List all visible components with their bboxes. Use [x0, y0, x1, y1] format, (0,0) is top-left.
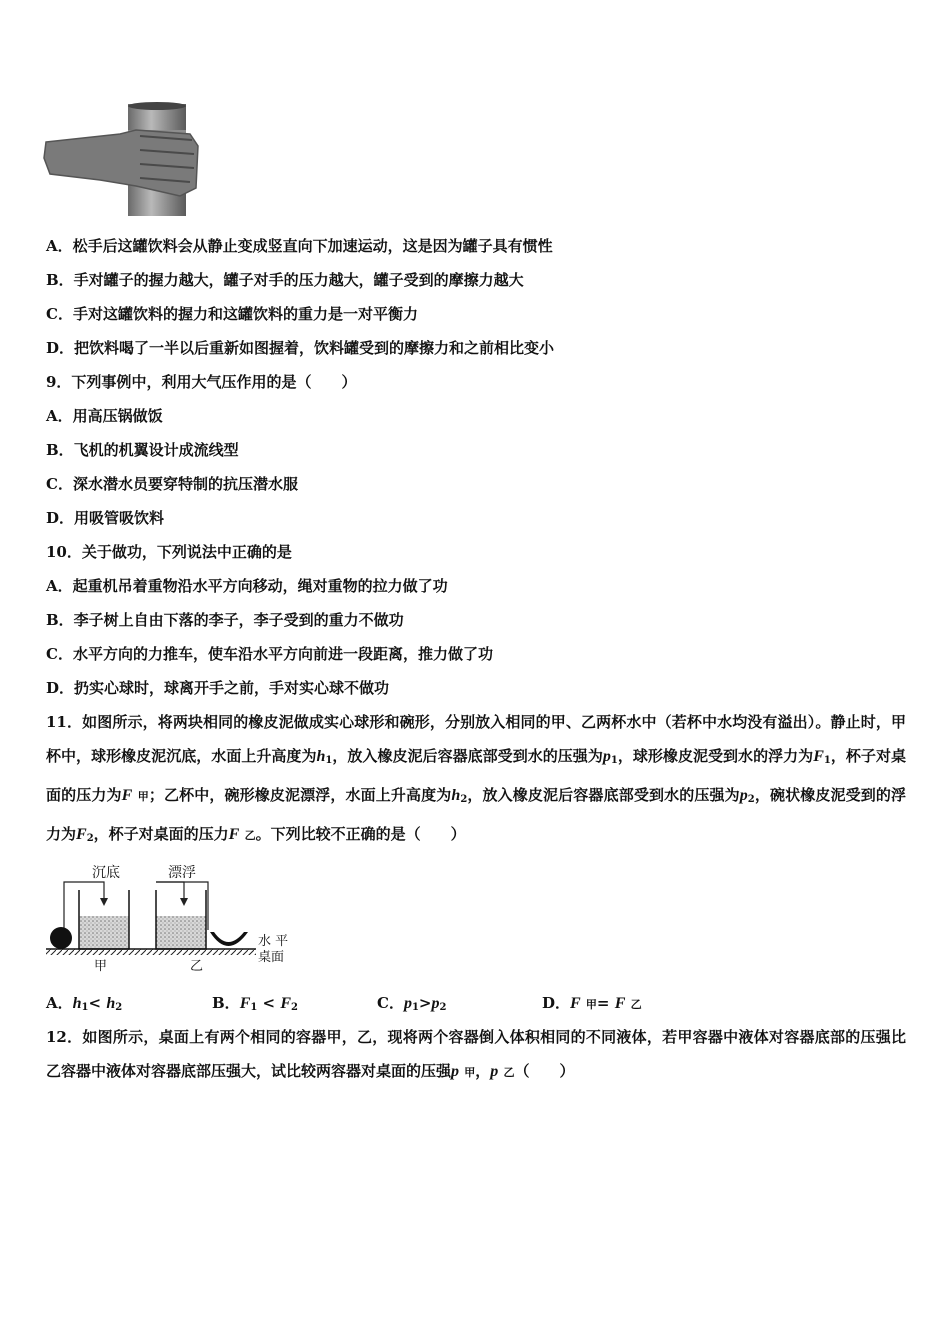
- q11-sub-1b: 1: [610, 755, 618, 766]
- q11-od-F2: F: [614, 995, 626, 1012]
- q11-ob-F1: F: [239, 995, 251, 1012]
- q11-text-9: 。下列比较不正确的是（ ）: [255, 825, 466, 843]
- q11-text-2: ，放入橡皮泥后容器底部受到水的压强为: [332, 747, 603, 765]
- q11-text-7: ，碗状橡皮泥受到的浮力为: [46, 786, 906, 843]
- q11-ob-rel: <: [257, 994, 281, 1012]
- q11-stem: [46, 705, 906, 856]
- q11-option-a-prefix: A．: [46, 994, 73, 1012]
- arrow-float-head: [156, 882, 184, 902]
- q11-od-rel: =: [596, 994, 615, 1012]
- q11-option-b: [212, 993, 298, 1018]
- label-table-2: 桌面: [258, 950, 285, 965]
- q12-sub-jia: 甲: [464, 1066, 476, 1079]
- q11-sub-1: 1: [325, 755, 333, 766]
- q10-option-b: B．李子树上自由下落的李子，李子受到的重力不做功: [46, 611, 404, 629]
- arrow-sink-head: [100, 898, 108, 906]
- q11-text-1: 11．如图所示，将两块相同的橡皮泥做成实心球形和碗形，分别放入相同的甲、乙两杯水中（若杯中水均没有溢出）。静止时，甲杯中，球形橡皮泥沉底，水面上升高度为: [46, 713, 906, 765]
- q12-var-pjia: p: [451, 1063, 460, 1080]
- q11-sub-jia: 甲: [137, 790, 149, 803]
- q11-oc-s1: 1: [411, 1002, 419, 1013]
- q12-text-2: （ ）: [514, 1062, 575, 1080]
- q10-stem: 10．关于做功，下列说法中正确的是: [46, 543, 292, 561]
- q11-oa-s1: 1: [81, 1002, 89, 1013]
- q11-text-3: ，球形橡皮泥受到水的浮力为: [617, 747, 814, 765]
- cup-yi-water: [156, 916, 206, 949]
- q11-option-a: [46, 993, 122, 1018]
- q11-var-h2: h: [451, 787, 461, 804]
- q9-option-c: C．深水潜水员要穿特制的抗压潜水服: [46, 475, 298, 493]
- q11-oc-p1: p: [403, 995, 412, 1012]
- q11-option-d: [542, 993, 642, 1015]
- q11-oa-s2: 2: [115, 1002, 123, 1013]
- label-table-1: 水 平: [258, 934, 289, 949]
- q11-od-jia: 甲: [585, 998, 597, 1011]
- q11-oc-p2: p: [431, 995, 440, 1012]
- q11-var-Fyi: F: [228, 826, 240, 843]
- q11-ob-s1: 1: [250, 1002, 258, 1013]
- q11-ob-F2: F: [280, 995, 292, 1012]
- q12-sep: ，: [475, 1062, 491, 1080]
- q11-oc-rel: >: [418, 994, 432, 1012]
- cup-jia-water: [79, 916, 129, 949]
- hand-can-photo: [40, 100, 205, 222]
- q10-option-c: C．水平方向的力推车，使车沿水平方向前进一段距离，推力做了功: [46, 645, 493, 663]
- arrow-float-head2: [180, 898, 188, 906]
- q11-oa-h2: h: [106, 995, 116, 1012]
- q11-text-5: ；乙杯中，碗形橡皮泥漂浮，水面上升高度为: [148, 786, 452, 804]
- q12-stem: [46, 1020, 906, 1090]
- q8-option-b: B．手对罐子的握力越大，罐子对手的压力越大，罐子受到的摩擦力越大: [46, 271, 524, 289]
- q11-sub-2: 2: [460, 794, 468, 805]
- label-cup-yi: 乙: [190, 959, 204, 974]
- q11-var-p1: p: [602, 748, 611, 765]
- q11-ob-s2: 2: [291, 1002, 298, 1013]
- q11-option-b-prefix: B．: [212, 994, 240, 1012]
- q9-option-a: A．用高压锅做饭: [46, 407, 163, 425]
- label-cup-jia: 甲: [94, 959, 108, 974]
- clay-ball: [50, 927, 72, 949]
- q11-figure: [44, 860, 294, 978]
- q11-var-F1: F: [813, 748, 824, 765]
- q9-option-d: D．用吸管吸饮料: [46, 509, 165, 527]
- q11-sub-1c: 1: [823, 755, 831, 766]
- q12-sub-yi: 乙: [503, 1066, 515, 1079]
- q12-var-pyi: p: [490, 1063, 499, 1080]
- q8-option-a: A．松手后这罐饮料会从静止变成竖直向下加速运动，这是因为罐子具有惯性: [46, 237, 553, 255]
- q12-text-1: 12．如图所示，桌面上有两个相同的容器甲，乙，现将两个容器倒入体积相同的不同液体，若甲容器中液体对容器底部的压强比乙容器中液体对容器底部压强大，试比较两容器对桌面的压强: [46, 1028, 906, 1080]
- label-float: 漂浮: [168, 865, 196, 881]
- q11-text-4: ，杯子对桌面的压力为: [46, 747, 906, 804]
- q9-stem: 9．下列事例中，利用大气压作用的是（ ）: [46, 373, 357, 391]
- q11-var-h1: h: [316, 748, 326, 765]
- clay-bowl: [210, 932, 248, 946]
- hand-arm: [44, 130, 198, 196]
- q11-option-d-prefix: D．: [542, 994, 571, 1012]
- q10-option-d: D．扔实心球时，球离开手之前，手对实心球不做功: [46, 679, 390, 697]
- table-hatch: [46, 949, 256, 955]
- q11-oa-rel: <: [88, 994, 102, 1012]
- q11-text-6: ，放入橡皮泥后容器底部受到水的压强为: [467, 786, 740, 804]
- q11-od-F1: F: [570, 995, 581, 1012]
- q11-var-F2: F: [76, 826, 87, 843]
- q11-oc-s2: 2: [439, 1002, 447, 1013]
- q11-sub-2b: 2: [747, 794, 755, 805]
- can-top: [128, 102, 186, 110]
- q8-option-c: C．手对这罐饮料的握力和这罐饮料的重力是一对平衡力: [46, 305, 418, 323]
- q11-option-c: [377, 993, 446, 1018]
- q11-text-8: ，杯子对桌面的压力: [93, 825, 229, 843]
- q9-option-b: B．飞机的机翼设计成流线型: [46, 441, 239, 459]
- q11-sub-yi: 乙: [244, 829, 256, 842]
- q8-option-d: D．把饮料喝了一半以后重新如图握着，饮料罐受到的摩擦力和之前相比变小: [46, 339, 555, 357]
- q11-od-yi: 乙: [630, 998, 642, 1011]
- q10-option-a: A．起重机吊着重物沿水平方向移动，绳对重物的拉力做了功: [46, 577, 448, 595]
- q11-option-c-prefix: C．: [377, 994, 404, 1012]
- q11-oa-h1: h: [72, 995, 82, 1012]
- label-sink: 沉底: [92, 865, 120, 881]
- q11-var-Fjia: F: [121, 787, 133, 804]
- q11-var-p2: p: [739, 787, 748, 804]
- q11-sub-2c: 2: [86, 833, 94, 844]
